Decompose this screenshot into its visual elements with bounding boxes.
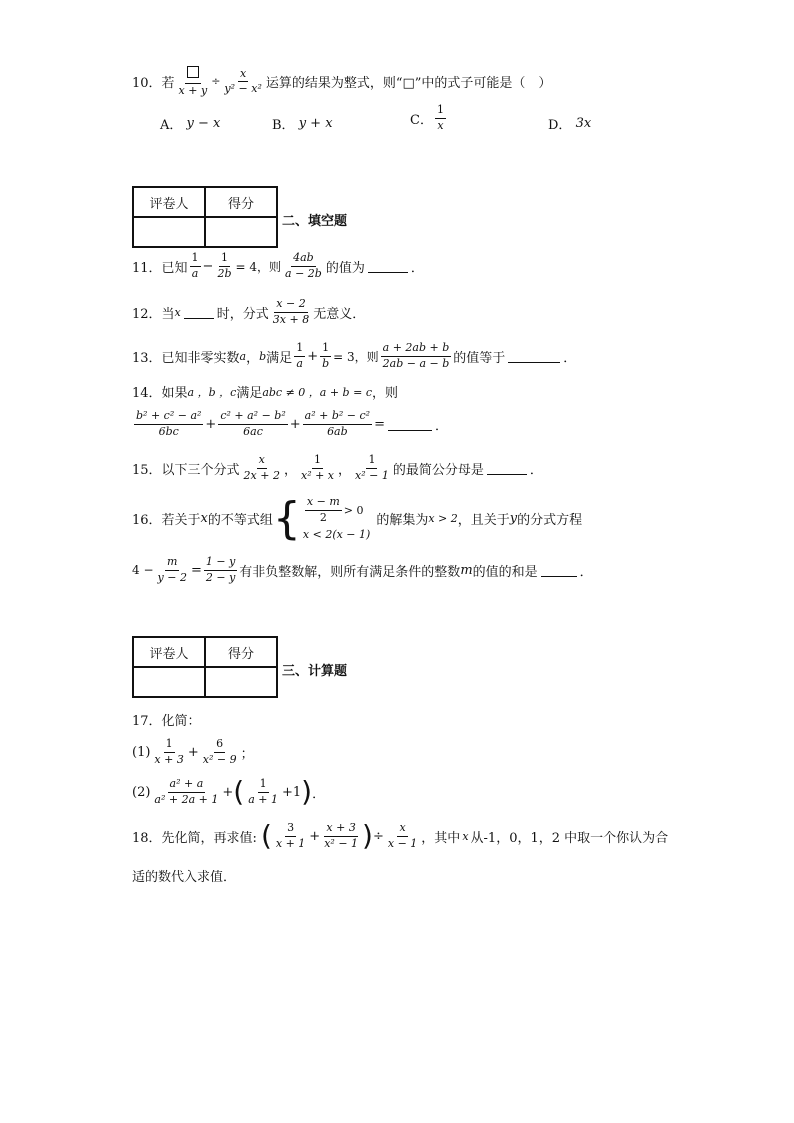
score-header: 得分 bbox=[205, 637, 277, 667]
score-table-section-2 bbox=[132, 186, 278, 248]
question-16-line-1: 16．若关于 x 的不等式组 { $\frac{x - m}{2}$ > 0 x < 2(x − 1) 的解集为 x > 2 ，且关于 y 的分式方程 bbox=[132, 492, 583, 544]
q10-fraction-2: $\frac{x}{\text{y² − x²}}$ bbox=[224, 66, 262, 96]
question-10: 10．若 x + y ÷ $\frac{x}{\text{y² − x²}}$ 运算的结果为整式，则“□”中的式子可能是（ ） bbox=[132, 66, 552, 97]
answer-blank bbox=[541, 564, 577, 577]
answer-blank bbox=[508, 350, 560, 363]
q10-fraction-1: x + y bbox=[177, 66, 210, 97]
system-brace: { bbox=[272, 492, 301, 544]
question-13: 13．已知非零实数 a ， b 满足 $\frac{1}{a}$ + $\frac{1}{b}$ = 3，则 $\frac{a + 2ab + b}{2ab - a - b}$ 的值等于 ． bbox=[132, 341, 577, 370]
question-14-line-2: $\frac{\text{b² + c² − a²}}{6bc}$ + $\frac{\text{c² + a² − b²}}{6ac}$ + $\frac{\text{a² + b² − c²}}{6ab}$ = ． bbox=[136, 409, 448, 438]
score-cell bbox=[205, 667, 277, 697]
answer-blank bbox=[487, 462, 527, 475]
score-cell bbox=[205, 217, 277, 247]
question-17-title: 17．化简： bbox=[132, 714, 201, 729]
question-17-part-1: (1) $\frac{1}{x + 3}$ + $\frac{6}{\text{x² − 9}}$ ； bbox=[132, 737, 254, 766]
question-16-line-2: 4 − $\frac{m}{y - 2}$ = $\frac{1 - y}{2 - y}$ 有非负整数解，则所有满足条件的整数 m 的值的和是 ． bbox=[132, 555, 593, 584]
q10-text: 运算的结果为整式，则“□”中的式子可能是（ ） bbox=[265, 76, 552, 92]
question-15: 15．以下三个分式 $\frac{x}{2x + 2}$ ， $\frac{1}{\text{x² + x}}$ ， $\frac{1}{\text{x² − 1}}$ 的最简公分母是 ． bbox=[132, 453, 543, 482]
q10-number: 10．若 bbox=[132, 76, 175, 92]
grader-header: 评卷人 bbox=[133, 187, 205, 217]
option-a: A． y − x bbox=[160, 116, 221, 133]
question-11: 11．已知 $\frac{1}{a}$ − $\frac{1}{2b}$ = 4，则 $\frac{4ab}{a - 2b}$ 的值为 ． bbox=[132, 251, 424, 280]
grader-header: 评卷人 bbox=[133, 637, 205, 667]
question-18-line-2: 适的数代入求值． bbox=[132, 870, 237, 885]
question-14-line-1: 14．如果 a ，b ，c 满足 abc ≠ 0 ，a + b = c ，则 bbox=[132, 385, 398, 401]
option-b: B． y + x bbox=[272, 116, 333, 133]
option-c: C． $\frac{1}{x}$ bbox=[410, 103, 444, 132]
section-title-calculation: 三、计算题 bbox=[282, 664, 348, 679]
grader-cell bbox=[133, 667, 205, 697]
section-title-fill-blank: 二、填空题 bbox=[282, 214, 348, 229]
placeholder-box bbox=[187, 66, 199, 78]
option-d: D． 3x bbox=[548, 116, 592, 133]
inequality-system: $\frac{x - m}{2}$ > 0 x < 2(x − 1) bbox=[302, 495, 371, 542]
answer-blank bbox=[368, 260, 408, 273]
question-12: 12．当 x 时，分式 $\frac{x - 2}{3x + 8}$ 无意义． bbox=[132, 297, 366, 326]
question-17-part-2: (2) $\frac{\text{a² + a}}{\text{a² + 2a + 1}}$ + ( $\frac{1}{a + 1}$ +1 ) ． bbox=[132, 775, 326, 809]
grader-cell bbox=[133, 217, 205, 247]
answer-blank bbox=[388, 418, 432, 431]
score-header: 得分 bbox=[205, 187, 277, 217]
answer-blank bbox=[184, 306, 214, 319]
question-18-line-1: 18．先化简，再求值: ( $\frac{3}{x + 1}$ + $\frac{x + 3}{\text{x² − 1}}$ ) ÷ $\frac{x}{x - 1}$ ，其中 x 从-1，0，1，2 中取一个你认为合 bbox=[132, 819, 669, 853]
score-table-section-3 bbox=[132, 636, 278, 698]
